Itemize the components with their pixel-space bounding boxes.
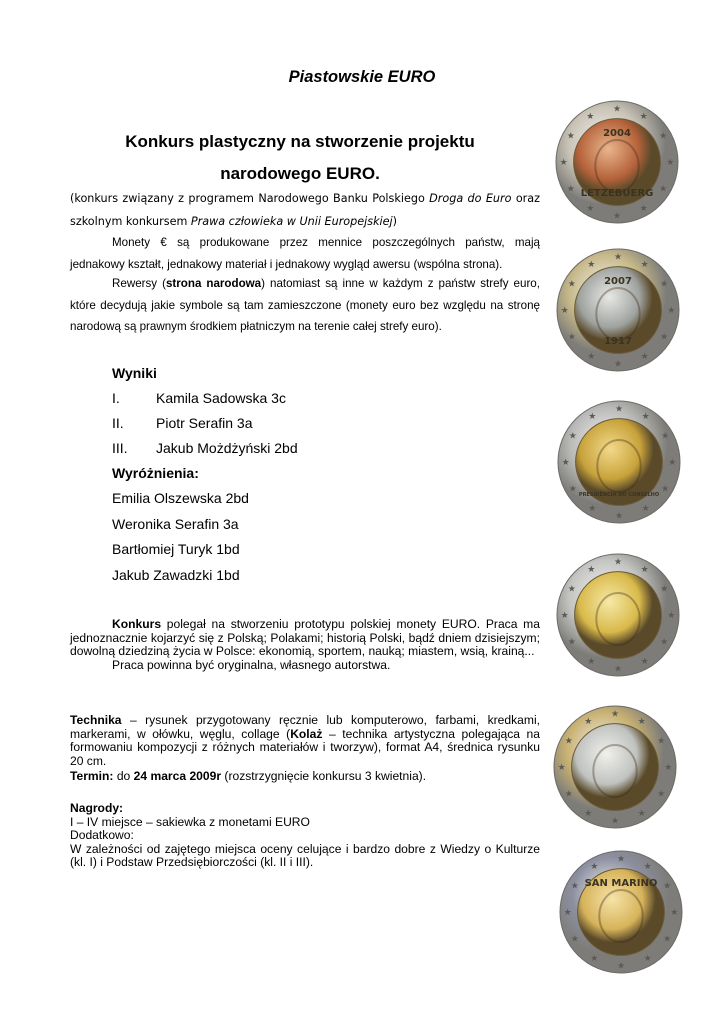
coin-star-icon: ★ bbox=[567, 279, 576, 290]
coin-star-icon: ★ bbox=[613, 664, 623, 675]
rank-row-2 bbox=[112, 415, 253, 431]
paragraph-text: Rewersy ( bbox=[112, 277, 166, 290]
coin-star-icon: ★ bbox=[613, 252, 623, 263]
coin-top-text: SAN MARINO bbox=[584, 877, 658, 889]
program-name: Droga do Euro bbox=[429, 192, 512, 205]
coin-star-icon: ★ bbox=[661, 484, 670, 495]
paragraph-bold: Termin: bbox=[70, 769, 114, 783]
rank-name: Jakub Możdżyński 2bd bbox=[156, 440, 298, 456]
coin-star-icon: ★ bbox=[586, 111, 595, 122]
paragraph-bold: Kolaż bbox=[290, 726, 323, 741]
rank-name: Kamila Sadowska 3c bbox=[156, 390, 286, 406]
coin-italy-graphic bbox=[553, 705, 677, 829]
coin-star-icon: ★ bbox=[588, 504, 597, 515]
coin-austria bbox=[556, 553, 680, 677]
coin-star-icon: ★ bbox=[616, 854, 626, 865]
coin-austria-graphic bbox=[556, 553, 680, 677]
coin-star-icon: ★ bbox=[616, 961, 626, 972]
coin-star-icon: ★ bbox=[586, 204, 595, 215]
coin-star-icon: ★ bbox=[664, 763, 673, 773]
intro-text: ) bbox=[392, 215, 398, 228]
coin-star-icon: ★ bbox=[566, 131, 575, 142]
coin-star-icon: ★ bbox=[590, 861, 599, 872]
coin-star-icon: ★ bbox=[666, 158, 675, 168]
paragraph-termin bbox=[70, 770, 540, 784]
coin-star-icon: ★ bbox=[567, 637, 576, 648]
coin-star-icon: ★ bbox=[640, 259, 649, 270]
coin-portugal bbox=[557, 400, 681, 524]
coin-star-icon: ★ bbox=[568, 484, 577, 495]
coin-star-icon: ★ bbox=[637, 716, 646, 727]
coin-star-icon: ★ bbox=[587, 259, 596, 270]
paragraph-rewersy bbox=[70, 273, 540, 338]
coin-star-icon: ★ bbox=[660, 332, 669, 343]
coin-star-icon: ★ bbox=[659, 131, 668, 142]
coin-bottom-text: LETZEBUERG bbox=[580, 188, 654, 200]
coin-star-icon: ★ bbox=[643, 954, 652, 965]
coin-star-icon: ★ bbox=[560, 611, 569, 621]
prizes-title: Nagrody: bbox=[70, 801, 124, 815]
contest-heading-line2: narodowego EURO. bbox=[220, 164, 380, 183]
contest-heading bbox=[70, 126, 530, 190]
honor-row: Bartłomiej Turyk 1bd bbox=[112, 541, 240, 557]
contest-heading-line1: Konkurs plastyczny na stworzenie projektu bbox=[125, 132, 475, 151]
coin-star-icon: ★ bbox=[587, 564, 596, 575]
coin-star-icon: ★ bbox=[659, 184, 668, 195]
coin-top-text: 2004 bbox=[603, 127, 631, 139]
coin-star-icon: ★ bbox=[567, 332, 576, 343]
coin-star-icon: ★ bbox=[661, 431, 670, 442]
honor-row: Emilia Olszewska 2bd bbox=[112, 490, 249, 506]
coin-star-icon: ★ bbox=[640, 564, 649, 575]
coin-star-icon: ★ bbox=[588, 411, 597, 422]
paragraph-konkurs bbox=[70, 618, 540, 672]
coin-star-icon: ★ bbox=[584, 809, 593, 820]
coin-star-icon: ★ bbox=[643, 861, 652, 872]
coin-star-icon: ★ bbox=[660, 637, 669, 648]
coin-star-icon: ★ bbox=[670, 908, 679, 918]
paragraph-bold: strona narodowa bbox=[165, 277, 262, 290]
coin-star-icon: ★ bbox=[639, 204, 648, 215]
school-contest-name: Prawa człowieka w Unii Europejskiej bbox=[190, 215, 393, 228]
coin-star-icon: ★ bbox=[563, 908, 572, 918]
coin-star-icon: ★ bbox=[660, 279, 669, 290]
paragraph-text: Praca powinna być oryginalna, własnego autorstwa. bbox=[112, 657, 391, 672]
paragraph-text: Monety € są produkowane przez mennice poszczególnych państw, mają jednakowy kształt, jednakowy materiał i jednakowy wygląd awersu (wspólna strona). bbox=[70, 236, 540, 271]
paragraph-text: Dodatkowo: bbox=[70, 828, 134, 843]
coin-top-text: 2007 bbox=[604, 275, 632, 287]
coin-star-icon: ★ bbox=[614, 404, 624, 415]
paragraph-monety bbox=[70, 232, 540, 275]
coin-star-icon: ★ bbox=[641, 504, 650, 515]
coin-star-icon: ★ bbox=[641, 411, 650, 422]
intro-text: (konkurs związany z programem Narodowego Banku Polskiego bbox=[70, 192, 430, 205]
coin-star-icon: ★ bbox=[640, 352, 649, 363]
paragraph-text: – technika artystyczna polegająca na formowaniu kompozycji z różnych materiałów i tworzyw), format A4, średnica rysunku 20 cm. bbox=[70, 726, 540, 768]
honors-title: Wyróżnienia: bbox=[112, 465, 199, 481]
rank-row-3 bbox=[112, 440, 298, 456]
paragraph-text: ) natomiast są inne w każdym z państw strefy euro, które decydują jakie symbole są tam zamieszczone (monety euro bez względu na stronę narodową są prawnym środkiem płatniczym na terenie całej strefy euro). bbox=[70, 277, 540, 333]
coin-star-icon: ★ bbox=[667, 611, 676, 621]
intro-text: oraz szkolnym konkursem bbox=[70, 192, 540, 228]
paragraph-bold: Technika bbox=[70, 713, 122, 727]
coin-star-icon: ★ bbox=[559, 158, 568, 168]
coin-star-icon: ★ bbox=[612, 104, 622, 115]
paragraph-technika bbox=[70, 714, 540, 768]
paragraph-text: – rysunek przygotowany ręcznie lub komputerowo, farbami, kredkami, markerami, w ołówku, węglu, collage ( bbox=[70, 713, 540, 741]
coin-star-icon: ★ bbox=[663, 934, 672, 945]
coin-star-icon: ★ bbox=[637, 809, 646, 820]
honor-row: Weronika Serafin 3a bbox=[112, 516, 239, 532]
rank-number: II. bbox=[112, 415, 124, 431]
coin-star-icon: ★ bbox=[564, 736, 573, 747]
coin-star-icon: ★ bbox=[610, 709, 620, 720]
coin-star-icon: ★ bbox=[570, 934, 579, 945]
results-title: Wyniki bbox=[112, 365, 157, 381]
rank-name: Piotr Serafin 3a bbox=[156, 415, 253, 431]
paragraph-text: W zależności od zajętego miejsca oceny celujące i bardzo dobre z Wiedzy o Kulturze (kl. I) i Podstaw Przedsiębiorczości (kl. II i III). bbox=[70, 841, 540, 870]
coin-sanmarino bbox=[559, 850, 683, 974]
coin-star-icon: ★ bbox=[570, 881, 579, 892]
coin-sanmarino-graphic bbox=[559, 850, 683, 974]
coin-finland-graphic bbox=[556, 248, 680, 372]
coin-star-icon: ★ bbox=[668, 458, 677, 468]
page-title: Piastowskie EURO bbox=[288, 68, 436, 86]
coin-star-icon: ★ bbox=[614, 511, 624, 522]
coin-star-icon: ★ bbox=[613, 557, 623, 568]
paragraph-text: I – IV miejsce – sakiewka z monetami EURO bbox=[70, 814, 310, 829]
coin-star-icon: ★ bbox=[613, 359, 623, 370]
coin-star-icon: ★ bbox=[667, 306, 676, 316]
coin-star-icon: ★ bbox=[560, 306, 569, 316]
coin-star-icon: ★ bbox=[561, 458, 570, 468]
intro-parenthetical bbox=[70, 187, 540, 233]
coin-bottom-text: 1917 bbox=[604, 336, 632, 348]
coin-star-icon: ★ bbox=[566, 184, 575, 195]
coin-star-icon: ★ bbox=[612, 211, 622, 222]
coin-star-icon: ★ bbox=[564, 789, 573, 800]
coin-star-icon: ★ bbox=[568, 431, 577, 442]
paragraph-text: (rozstrzygnięcie konkursu 3 kwietnia). bbox=[221, 769, 427, 783]
rank-number: I. bbox=[112, 390, 120, 406]
coin-luxembourg-graphic bbox=[555, 100, 679, 224]
coin-star-icon: ★ bbox=[567, 584, 576, 595]
coin-star-icon: ★ bbox=[587, 657, 596, 668]
coin-star-icon: ★ bbox=[587, 352, 596, 363]
coin-star-icon: ★ bbox=[610, 816, 620, 827]
coin-star-icon: ★ bbox=[663, 881, 672, 892]
paragraph-nagrody bbox=[70, 802, 540, 870]
coin-bottom-text: PRESIDÊNCIA DO CONSELHO bbox=[578, 492, 660, 499]
coin-star-icon: ★ bbox=[657, 789, 666, 800]
coin-star-icon: ★ bbox=[557, 763, 566, 773]
coin-portugal-graphic bbox=[557, 400, 681, 524]
rank-row-1 bbox=[112, 390, 286, 406]
paragraph-text: polegał na stworzeniu prototypu polskiej monety EURO. Praca ma jednoznacznie kojarzyć się z Polską; Polakami; historią Polski, bądź dniem dzisiejszym; dowolną dziedziną życia w Polsce: ekonomią, sportem, nauką; miastem, wsią, krainą... bbox=[70, 617, 540, 659]
paragraph-bold: 24 marca 2009r bbox=[133, 769, 222, 783]
coin-star-icon: ★ bbox=[639, 111, 648, 122]
rank-number: III. bbox=[112, 440, 128, 456]
paragraph-text: do bbox=[113, 769, 134, 783]
coin-star-icon: ★ bbox=[660, 584, 669, 595]
coin-italy bbox=[553, 705, 677, 829]
coin-luxembourg bbox=[555, 100, 679, 224]
coin-finland bbox=[556, 248, 680, 372]
honor-row: Jakub Zawadzki 1bd bbox=[112, 567, 240, 583]
coin-star-icon: ★ bbox=[657, 736, 666, 747]
coin-star-icon: ★ bbox=[640, 657, 649, 668]
paragraph-bold: Konkurs bbox=[112, 617, 162, 631]
coin-star-icon: ★ bbox=[584, 716, 593, 727]
coin-star-icon: ★ bbox=[590, 954, 599, 965]
